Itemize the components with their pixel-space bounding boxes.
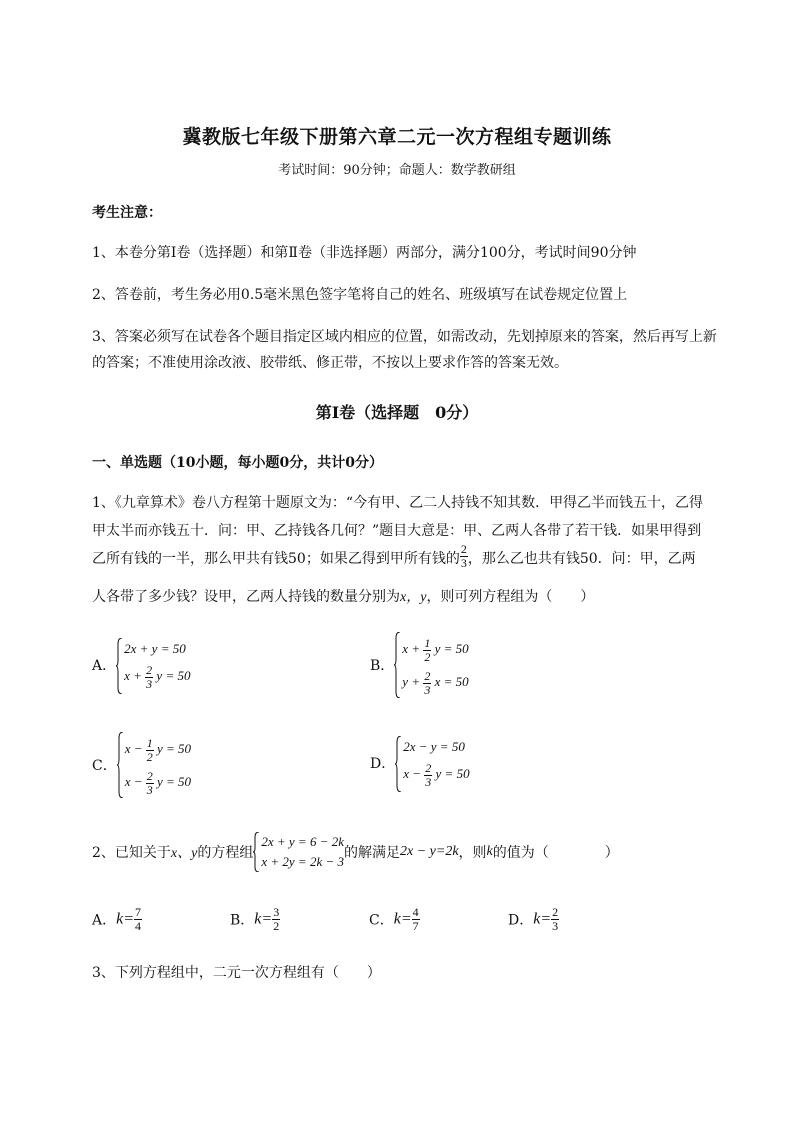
part-heading: 一、单选题（10小题，每小题0分，共计0分）	[92, 455, 383, 471]
q3-stem: 3、下列方程组中，二元一次方程组有（ ）	[92, 965, 381, 981]
q2-option-a[interactable]: A．k= $\frac{7}{4}$	[92, 905, 142, 933]
q1-option-a[interactable]: A． 2x + y = 50 x + $\frac{2}{3}$ y = 50	[92, 638, 190, 692]
q1-line-3: 乙所有钱的一半，那么甲共有钱50；如果乙得到甲所有钱的 $\frac{2}{3}$ ，那么乙也共有钱50．问：甲，乙两	[92, 541, 696, 570]
equation-system: 2x − y = 50 x − $\frac{2}{3}$ y = 50	[395, 736, 469, 790]
page-title: 冀教版七年级下册第六章二元一次方程组专题训练	[182, 126, 612, 148]
q2-option-b[interactable]: B．k= $\frac{3}{2}$	[230, 905, 280, 933]
notice-heading: 考生注意：	[92, 205, 162, 221]
equation-system: 2x + y = 50 x + $\frac{2}{3}$ y = 50	[116, 638, 190, 692]
left-brace-icon	[395, 736, 402, 792]
q1-line-2: 甲太半而亦钱五十．问：甲、乙持钱各几何？”题目大意是：甲、乙两人各带了若干钱．如果甲得到	[92, 523, 702, 539]
notice-item-1: 1、本卷分第I卷（选择题）和第Ⅱ卷（非选择题）两部分，满分100分，考试时间90分钟	[92, 245, 637, 261]
q2-stem: 2、已知关于x、y的方程组 2x + y = 6 − 2k x + 2y = 2k − 3 的解满足2x − y=2k，则k的值为（ ）	[92, 832, 619, 872]
q2-option-c[interactable]: C．k= $\frac{4}{7}$	[369, 905, 419, 933]
left-brace-icon	[117, 732, 124, 798]
notice-item-3-cont: 的答案；不准使用涂改液、胶带纸、修正带，不按以上要求作答的答案无效。	[92, 355, 568, 371]
q1-option-b[interactable]: B． x + $\frac{1}{2}$ y = 50 y + $\frac{2}{3}$ x = 50	[370, 632, 469, 698]
q1-option-c[interactable]: C． x − $\frac{1}{2}$ y = 50 x − $\frac{2}{3}$ y = 50	[92, 732, 191, 798]
equation-system: 2x + y = 6 − 2k x + 2y = 2k − 3	[253, 832, 344, 872]
q1-line-4: 人各带了多少钱？设甲，乙两人持钱的数量分别为x，y，则可列方程组为（ ）	[92, 589, 595, 605]
exam-info: 考试时间：90分钟；命题人：数学教研组	[278, 163, 516, 178]
q1-line-1: 1、《九章算术》卷八方程第十题原文为：“今有甲、乙二人持钱不知其数．甲得乙半而钱五十，乙得	[92, 495, 704, 511]
left-brace-icon	[394, 632, 401, 698]
notice-item-3: 3、答案必须写在试卷各个题目指定区域内相应的位置，如需改动，先划掉原来的答案，然后再写上新	[92, 329, 717, 345]
equation-system: x + $\frac{1}{2}$ y = 50 y + $\frac{2}{3}$ x = 50	[394, 632, 468, 698]
left-brace-icon	[116, 638, 123, 694]
q2-option-d[interactable]: D．k= $\frac{2}{3}$	[508, 905, 559, 933]
left-brace-icon	[253, 832, 260, 872]
q1-option-d[interactable]: D． 2x − y = 50 x − $\frac{2}{3}$ y = 50	[370, 736, 470, 790]
section-title: 第I卷（选择题 0分）	[315, 403, 479, 422]
notice-item-2: 2、答卷前，考生务必用0.5毫米黑色签字笔将自己的姓名、班级填写在试卷规定位置上	[92, 287, 628, 303]
fraction: $\frac{2}{3}$	[460, 541, 467, 570]
equation-system: x − $\frac{1}{2}$ y = 50 x − $\frac{2}{3}$ y = 50	[117, 732, 191, 798]
